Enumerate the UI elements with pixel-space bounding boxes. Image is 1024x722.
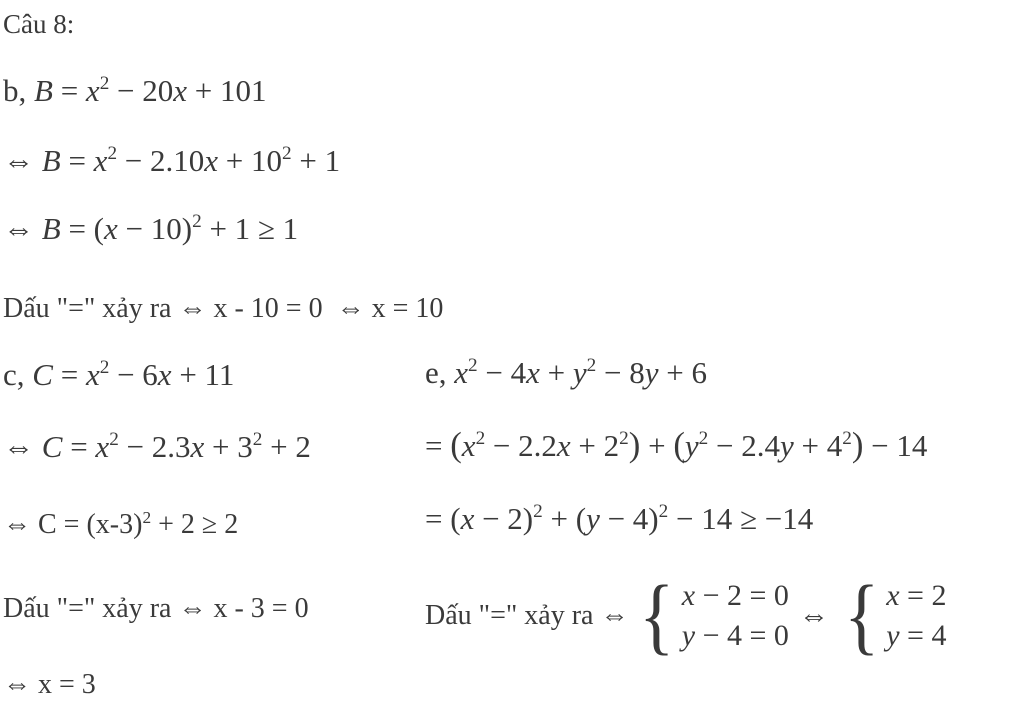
math-segment: 2: [252, 429, 263, 451]
question-label: Câu 8:: [3, 9, 75, 39]
math-segment: − 14: [863, 428, 928, 463]
math-segment: x: [886, 579, 900, 612]
math-segment: x: [681, 579, 696, 612]
math-segment: ⇔: [3, 211, 42, 246]
math-segment: =: [52, 73, 86, 108]
math-segment: x: [157, 357, 172, 392]
math-segment: x: [556, 428, 571, 463]
math-segment: +: [539, 355, 573, 390]
math-segment: ⇔: [3, 143, 42, 178]
math-segment: C: [41, 429, 63, 464]
math-segment: − 2.2: [485, 428, 557, 463]
equality-prefix-text: Dấu "=" xảy ra ⇔: [425, 600, 629, 631]
math-segment: 2: [586, 355, 597, 377]
math-segment: = 2: [899, 579, 947, 612]
math-segment: 2: [842, 428, 852, 450]
part-b-step2-equation: [3, 210, 298, 247]
math-segment: ⇔ C = (x-3): [3, 509, 143, 540]
math-segment: x: [173, 73, 188, 108]
math-segment: = (: [60, 211, 104, 246]
system-1-equation-1: [682, 579, 789, 614]
math-segment: − 2.4: [708, 428, 780, 463]
system-2-equation-2: [886, 619, 946, 654]
math-segment: B: [41, 211, 61, 246]
math-segment: x: [95, 429, 110, 464]
part-c-solution: ⇔ x = 3: [3, 669, 96, 700]
math-segment: 2: [109, 429, 119, 451]
math-segment: (: [673, 425, 685, 464]
math-segment: + 101: [187, 73, 267, 108]
math-segment: 2: [282, 143, 292, 165]
math-segment: − 20: [109, 73, 174, 108]
math-segment: 2: [192, 211, 202, 233]
math-segment: + 6: [658, 355, 707, 390]
equivalence-arrow: ⇔: [798, 599, 829, 632]
math-segment: + 2: [570, 428, 620, 463]
part-c-step1-equation: [3, 428, 311, 465]
math-segment: − 6: [109, 357, 158, 392]
system-1: [682, 579, 789, 653]
math-segment: − 4: [477, 355, 527, 390]
math-segment: x: [204, 143, 219, 178]
math-segment: y: [779, 428, 794, 463]
left-brace-symbol: {: [639, 567, 675, 664]
part-e-step1-equation: [425, 424, 927, 466]
math-segment: + 10: [218, 143, 283, 178]
math-segment: − 14 ≥ −14: [668, 501, 814, 536]
math-segment: C: [32, 357, 53, 392]
math-segment: + 1: [291, 143, 341, 178]
math-segment: − 2 = 0: [695, 579, 789, 612]
math-segment: y: [681, 618, 696, 652]
math-segment: + 4: [793, 428, 843, 463]
math-segment: x: [526, 355, 540, 390]
part-b-step1-equation: [3, 142, 340, 179]
math-segment: 2: [99, 357, 110, 379]
math-segment: + 3: [204, 429, 253, 464]
math-segment: c,: [3, 357, 33, 392]
math-segment: 2: [142, 507, 152, 527]
math-segment: + (: [542, 501, 587, 536]
math-segment: − 4 = 0: [695, 618, 789, 652]
math-segment: y: [684, 428, 699, 463]
math-segment: 2: [658, 501, 669, 523]
part-e-step2-equation: [425, 500, 813, 537]
part-c-step2-equation: [3, 508, 238, 542]
math-segment: y: [886, 618, 900, 652]
math-segment: 2: [107, 143, 118, 165]
math-segment: 2: [533, 501, 543, 523]
part-b-equality-condition: Dấu "=" xảy ra ⇔ x - 10 = 0 ⇔ x = 10: [3, 293, 444, 324]
math-segment: 2: [468, 355, 478, 377]
system-2-equation-1: [886, 579, 946, 614]
math-segment: − 2.3: [118, 429, 191, 464]
math-segment: B: [34, 73, 53, 108]
left-brace-symbol: {: [844, 567, 880, 664]
part-c-equality-condition: Dấu "=" xảy ra ⇔ x - 3 = 0: [3, 593, 309, 624]
math-segment: ): [628, 425, 641, 464]
math-segment: + 2 ≥ 2: [151, 509, 239, 540]
math-segment: 2: [99, 73, 110, 95]
math-segment: − 8: [596, 355, 645, 390]
math-segment: = (: [425, 501, 461, 536]
math-segment: x: [190, 429, 205, 464]
math-segment: =: [62, 429, 96, 464]
math-segment: e,: [425, 355, 455, 390]
math-segment: y: [586, 501, 600, 536]
math-segment: y: [644, 355, 659, 390]
math-segment: 2: [619, 428, 629, 450]
math-segment: 2: [698, 428, 709, 450]
system-1-equation-2: [682, 619, 789, 654]
math-segment: + 11: [171, 357, 235, 392]
system-2: [886, 579, 946, 653]
part-e-given-equation: [425, 354, 707, 391]
math-segment: − 4): [599, 501, 659, 536]
math-segment: − 2): [474, 501, 534, 536]
math-segment: − 10): [117, 211, 193, 246]
part-c-given-equation: [3, 356, 234, 393]
math-segment: x: [460, 501, 475, 536]
math-segment: x: [461, 428, 476, 463]
math-segment: y: [572, 355, 587, 390]
math-segment: b,: [3, 73, 34, 108]
math-segment: x: [93, 143, 108, 178]
math-segment: 2: [475, 428, 486, 450]
part-b-given-equation: [3, 72, 267, 109]
math-segment: +: [640, 428, 674, 463]
math-segment: − 2.10: [117, 143, 205, 178]
math-segment: =: [60, 143, 94, 178]
math-segment: = 4: [899, 618, 947, 652]
math-segment: =: [52, 357, 86, 392]
math-segment: x: [85, 357, 100, 392]
math-segment: ⇔: [3, 429, 42, 464]
math-segment: B: [41, 143, 61, 178]
math-segment: + 2: [262, 429, 311, 464]
math-segment: =: [425, 428, 451, 463]
part-e-equality-condition: [425, 566, 946, 666]
math-segment: x: [85, 73, 100, 108]
math-segment: x: [454, 355, 469, 390]
math-segment: (: [450, 425, 462, 464]
math-segment: x: [104, 211, 118, 246]
math-segment: ): [851, 425, 864, 464]
math-segment: + 1 ≥ 1: [201, 211, 299, 246]
